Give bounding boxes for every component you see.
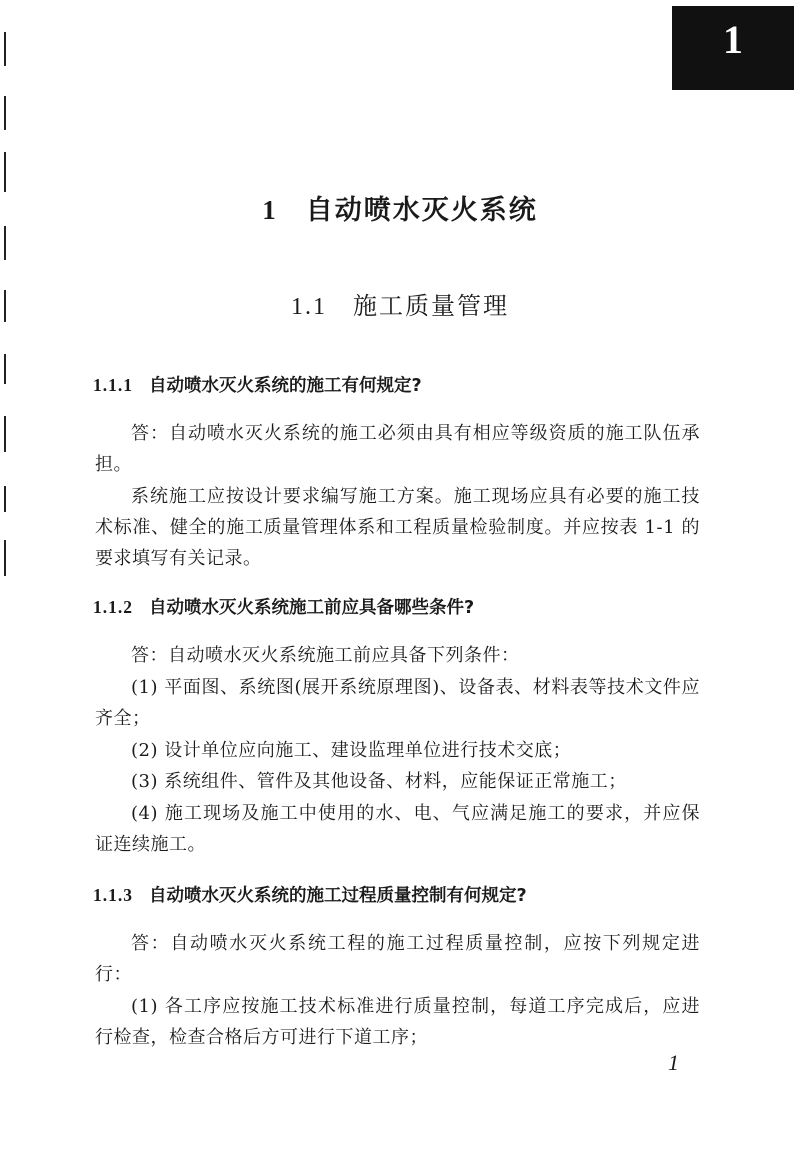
margin-mark xyxy=(4,32,6,66)
margin-mark xyxy=(4,354,6,384)
section-number: 1.1 xyxy=(291,294,327,320)
question-number: 1.1.2 xyxy=(93,597,133,617)
question-number: 1.1.3 xyxy=(93,885,133,905)
page-number: 1 xyxy=(668,1050,679,1075)
margin-mark xyxy=(4,152,6,192)
question-number: 1.1.1 xyxy=(93,375,133,395)
question-title: 自动喷水灭火系统的施工有何规定? xyxy=(149,376,422,396)
answer-paragraph: (2) 设计单位应向施工、建设监理单位进行技术交底； xyxy=(131,740,572,761)
answer-paragraph: 答：自动喷水灭火系统的施工必须由具有相应等级资质的施工队伍承担。 xyxy=(95,423,700,475)
section-title xyxy=(0,286,800,321)
chapter-tab xyxy=(672,6,794,90)
answer-paragraph: 答：自动喷水灭火系统工程的施工过程质量控制，应按下列规定进行： xyxy=(95,933,700,985)
answer-paragraph: 答：自动喷水灭火系统施工前应具备下列条件： xyxy=(131,645,520,666)
question-heading xyxy=(93,594,713,619)
answer-paragraph: (4) 施工现场及施工中使用的水、电、气应满足施工的要求，并应保证连续施工。 xyxy=(95,803,700,855)
question-heading xyxy=(93,882,713,907)
answer-paragraph: (1) 平面图、系统图(展开系统原理图)、设备表、材料表等技术文件应齐全； xyxy=(95,677,700,729)
answer-paragraph: (3) 系统组件、管件及其他设备、材料，应能保证正常施工； xyxy=(131,771,627,792)
question-title: 自动喷水灭火系统施工前应具备哪些条件? xyxy=(149,598,475,618)
chapter-tab-number: 1 xyxy=(723,17,743,62)
margin-mark xyxy=(4,486,6,512)
question-title: 自动喷水灭火系统的施工过程质量控制有何规定? xyxy=(149,886,527,906)
margin-mark xyxy=(4,226,6,260)
question-heading xyxy=(93,372,713,397)
margin-mark xyxy=(4,96,6,130)
section-title-text: 施工质量管理 xyxy=(353,292,509,320)
chapter-title-text: 自动喷水灭火系统 xyxy=(305,195,538,226)
chapter-number: 1 xyxy=(262,195,278,225)
margin-mark xyxy=(4,416,6,452)
margin-mark xyxy=(4,540,6,576)
answer-paragraph: (1) 各工序应按施工技术标准进行质量控制，每道工序完成后，应进行检查，检查合格后方可进行下道工序； xyxy=(95,996,700,1048)
answer-paragraph: 系统施工应按设计要求编写施工方案。施工现场应具有必要的施工技术标准、健全的施工质量管理体系和工程质量检验制度。并应按表 1-1 的要求填写有关记录。 xyxy=(95,486,700,569)
chapter-title xyxy=(0,188,800,227)
